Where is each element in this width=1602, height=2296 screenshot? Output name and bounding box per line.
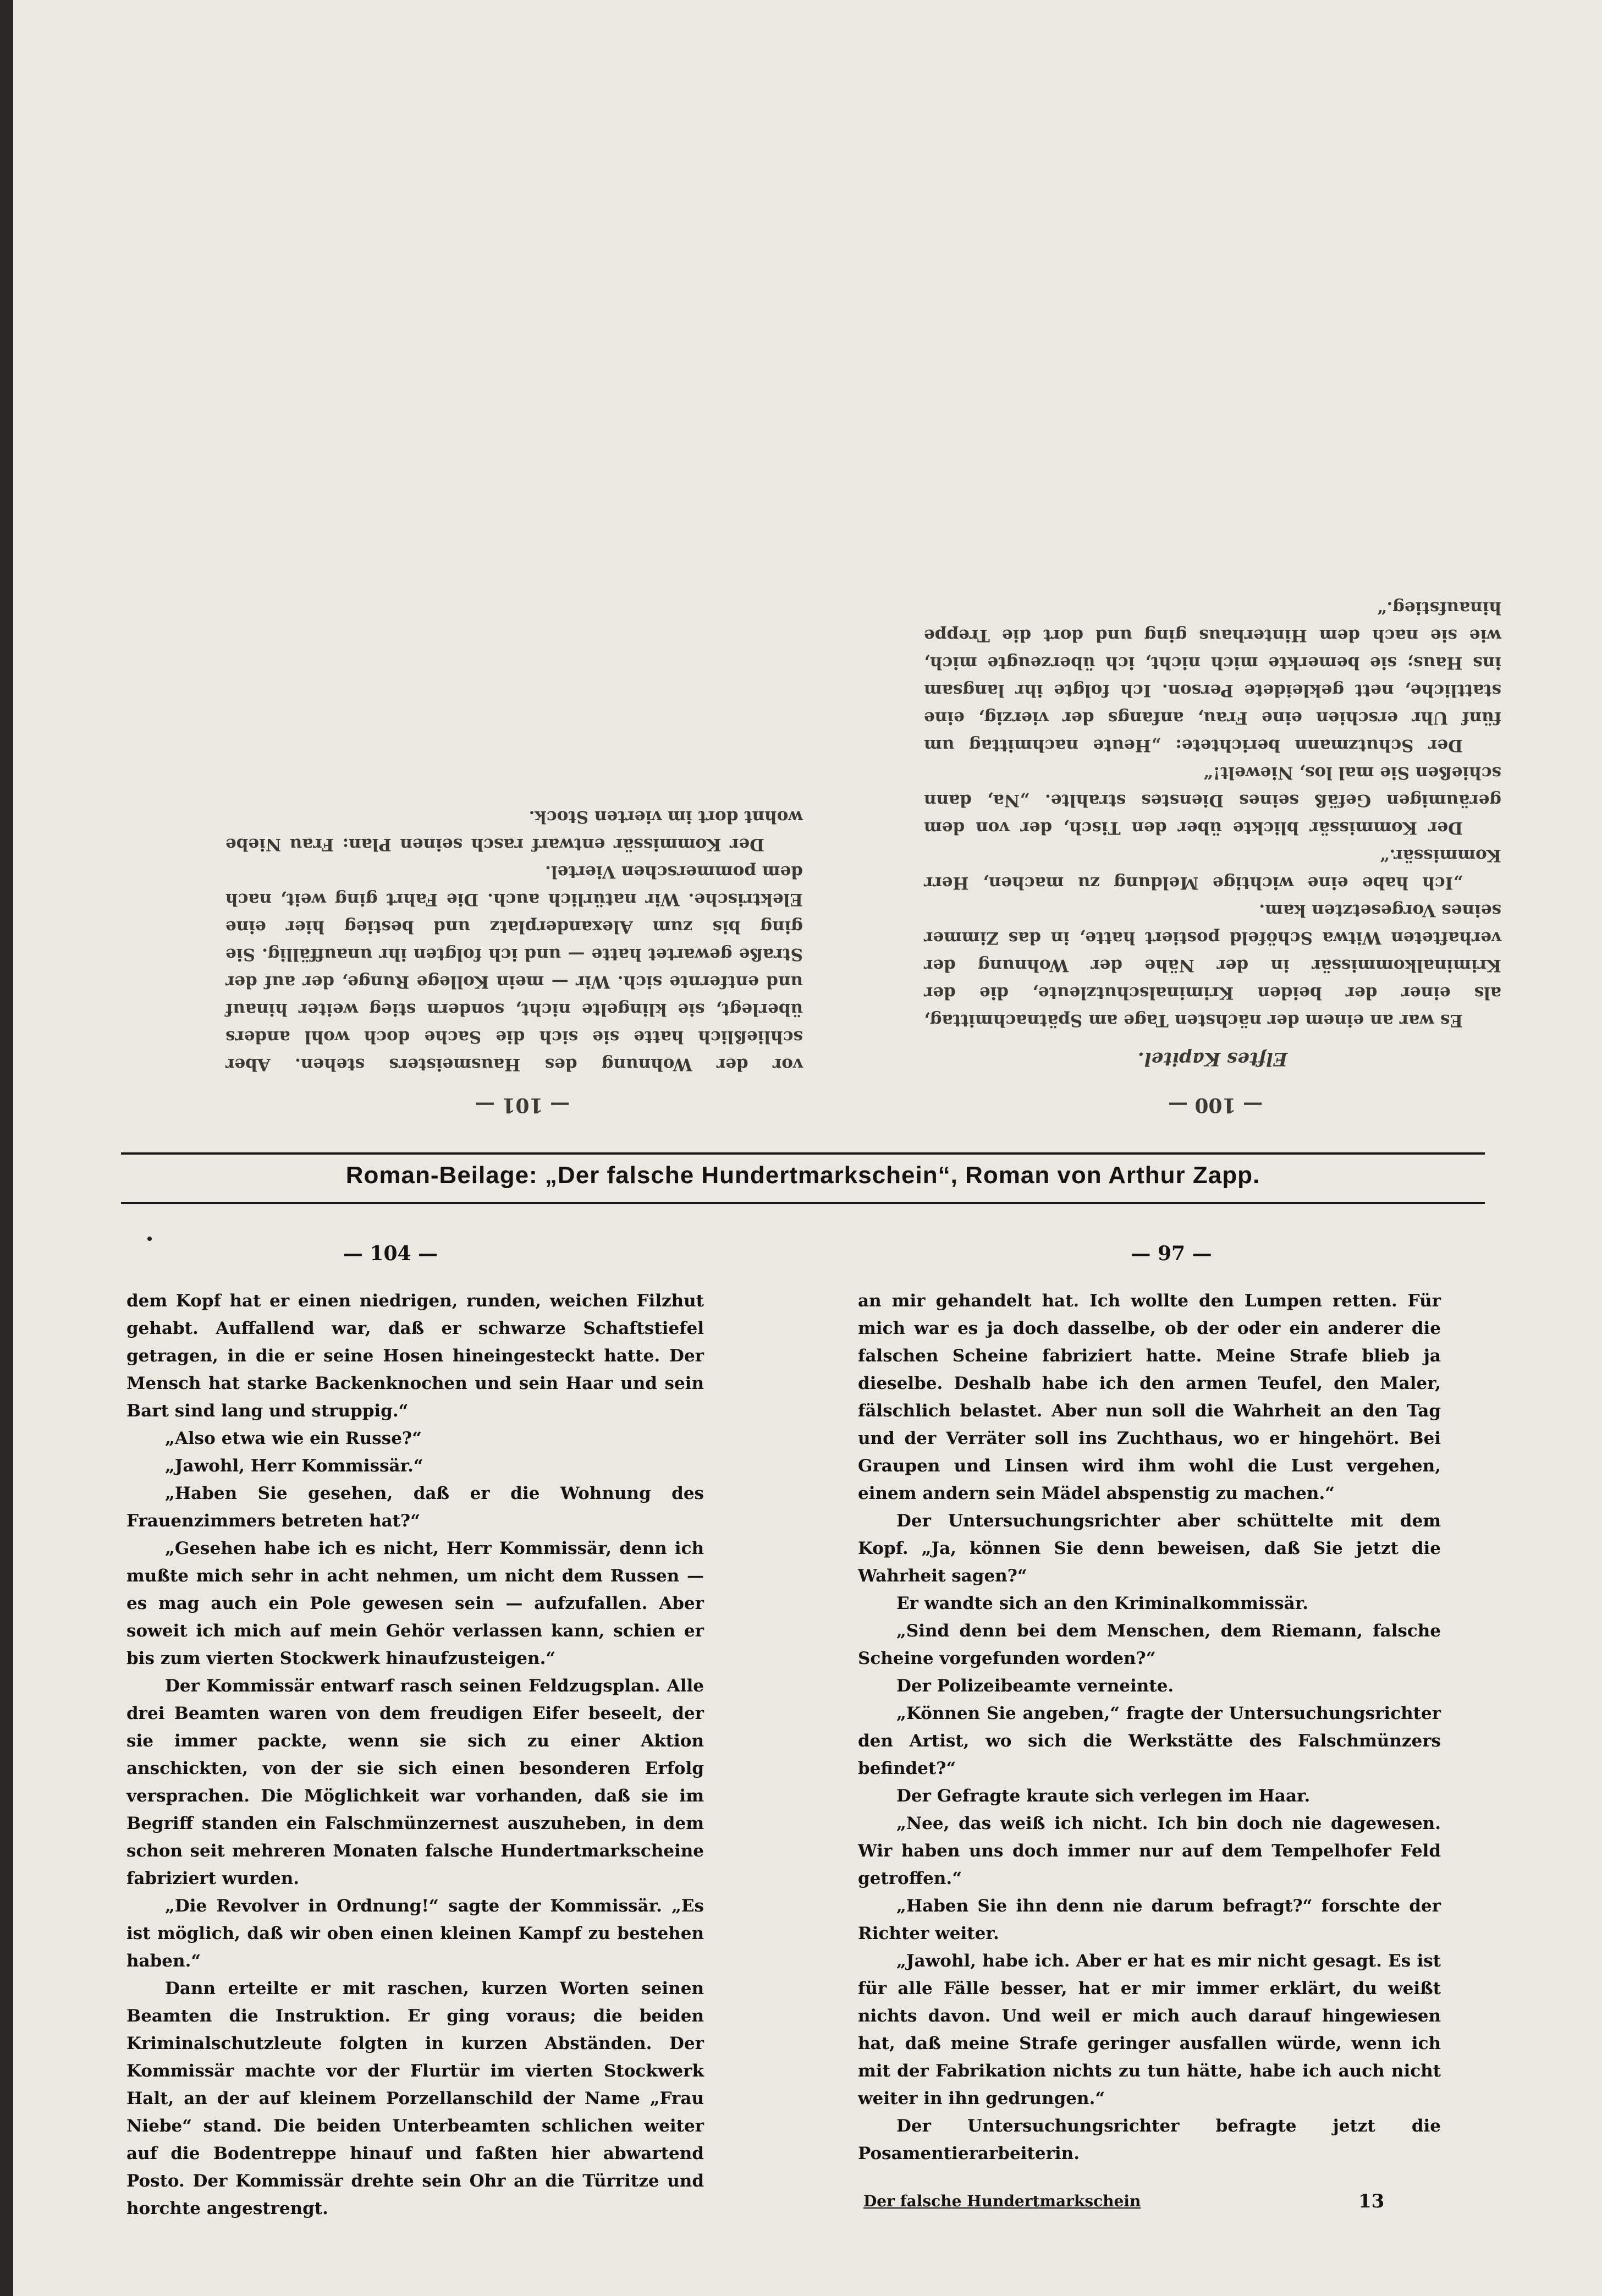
paragraph: Der Untersuchungsrichter befragte jetzt die Posamentierarbeiterin.: [858, 2116, 1441, 2163]
footer-page-number: 13: [1358, 2190, 1385, 2212]
paragraph: Er wandte sich an den Kriminalkommissär.: [896, 1594, 1308, 1613]
paragraph: „Haben Sie gesehen, daß er die Wohnung des Frauenzimmers betreten hat?“: [126, 1484, 704, 1531]
lower-right-page-number: — 97 —: [1131, 1242, 1212, 1265]
paragraph: „Können Sie angeben,“ fragte der Untersuchungsrichter den Artist, wo sich die Werkstätte des Falschmünzers befindet?“: [858, 1704, 1441, 1778]
paragraph: „Nee, das weiß ich nicht. Ich bin doch nie dagewesen. Wir haben uns doch immer nur auf dem Tempelhofer Feld getroffen.“: [858, 1814, 1441, 1888]
footer-title: Der falsche Hundertmarkschein: [863, 2192, 1141, 2210]
print-speck: [147, 1237, 152, 1241]
banner-bottom-rule: [121, 1202, 1485, 1204]
paragraph: „Haben Sie ihn denn nie darum befragt?“ forschte der Richter weiter.: [858, 1896, 1441, 1943]
paragraph: Dann erteilte er mit raschen, kurzen Worten seinen Beamten die Instruktion. Er ging voraus; die beiden Kriminalschutzleute folgten in kurzen Abständen. Der Kommissär machte vor der Flurtür im vierten Stockwerk Halt, an der auf kleinem Porzellanschild der Name „Frau Niebe“ stand. Die beiden Unterbeamten schlichen weiter auf die Bodentreppe hinauf und faßten hier abwartend Posto. Der Kommissär drehte sein Ohr an die Türritze und horchte angestrengt.: [126, 1979, 704, 2218]
paragraph: vor der Wohnung des Hausmeisters stehen. Aber schließlich hatte sie sich die Sache doch wohl anders überlegt, sie klingelte nicht, sondern stieg weiter hinauf und entfernte sich. Wir — mein Kollege Runge, der auf der Straße gewartet hatte — und ich folgten ihr unauffällig. Sie ging bis zum Alexanderplatz und bestieg hier eine Elektrische. Wir natürlich auch. Die Fahrt ging weit, nach dem pommerschen Viertel.: [225, 862, 803, 1074]
upside-down-pages: [82, 127, 1501, 1117]
paragraph: Der Gefragte kraute sich verlegen im Haar.: [896, 1786, 1311, 1806]
paragraph: Es war an einem der nächsten Tage am Spätnachmittag, als einer der beiden Kriminalschutzleute, die der Kriminalkommissär in der Nähe der Wohnung der verhafteten Witwa Schöfeld postiert hatte, in das Zimmer seines Vorgesetzten kam.: [924, 900, 1501, 1030]
paragraph: „Jawohl, habe ich. Aber er hat es mir nicht gesagt. Es ist für alle Fälle besser, hat er mir immer erklärt, du weißt nichts davon. Und weil er mich auch darauf hingewiesen hat, daß meine Strafe geringer ausfallen würde, wenn ich mit der Fabrikation nichts zu tun hätte, habe ich auch nicht weiter in ihn gedrungen.“: [858, 1951, 1441, 2108]
upper-left-column: [924, 594, 1501, 1078]
banner-top-rule: [121, 1152, 1485, 1155]
serial-banner: Roman-Beilage: „Der falsche Hundertmarkschein“, Roman von Arthur Zapp.: [345, 1162, 1260, 1189]
paragraph: „Gesehen habe ich es nicht, Herr Kommissär, denn ich mußte mich sehr in acht nehmen, um nicht dem Russen — es mag auch ein Pole gewesen sein — aufzufallen. Aber soweit ich mich auf mein Gehör verlassen kann, schien er bis zum vierten Stockwerk hinaufzusteigen.“: [126, 1539, 704, 1668]
paragraph: „Ich habe eine wichtige Meldung zu machen, Herr Kommissär.“: [924, 845, 1501, 893]
paragraph: Der Kommissär entwarf rasch seinen Feldzugsplan. Alle drei Beamten waren von dem freudigen Eifer beseelt, der sie immer packte, wenn sie sich zu einer Aktion anschickten, von der sie sich einen besonderen Erfolg versprachen. Die Möglichkeit war vorhanden, daß sie im Begriff standen ein Falschmünzernest auszuheben, in dem schon seit mehreren Monaten falsche Hundertmarkscheine fabriziert wurden.: [126, 1676, 704, 1888]
upper-right-page-number: — 101 —: [475, 1094, 570, 1117]
paragraph: Der Kommissär entwarf rasch seinen Plan: Frau Niebe wohnt dort im vierten Stock.: [225, 807, 803, 854]
upper-left-page-number: — 100 —: [1168, 1094, 1263, 1117]
paragraph: Der Schutzmann berichtete: „Heute nachmittag um fünf Uhr erschien eine Frau, anfangs der vierzig, eine stattliche, nett gekleidete Person. Ich folgte ihr langsam ins Haus; sie bemerkte mich nicht, ich überzeugte mich, wie sie nach dem Hinterhaus ging und dort die Treppe hinaufstieg.“: [924, 598, 1501, 755]
paragraph: an mir gehandelt hat. Ich wollte den Lumpen retten. Für mich war es ja doch dasselbe, ob der oder ein anderer die falschen Scheine fabriziert hatte. Meine Strafe blieb ja dieselbe. Deshalb habe ich den armen Teufel, den Maler, fälschlich belastet. Aber nun soll die Wahrheit an den Tag und der Verräter soll ins Zuchthaus, wo er hingehört. Bei Graupen und Linsen wird ihm wohl die Lust vergehen, einem andern sein Mädel abspenstig zu machen.“: [858, 1291, 1441, 1503]
chapter-heading: Elftes Kapitel.: [1137, 1048, 1288, 1070]
lower-left-page-number: — 104 —: [343, 1242, 438, 1265]
paragraph: „Sind denn bei dem Menschen, dem Riemann, falsche Scheine vorgefunden worden?“: [858, 1621, 1441, 1668]
upper-right-column: [225, 803, 803, 1078]
paragraph: „Jawohl, Herr Kommissär.“: [165, 1456, 423, 1476]
paragraph: Der Polizeibeamte verneinte.: [896, 1676, 1174, 1696]
paragraph: dem Kopf hat er einen niedrigen, runden, weichen Filzhut gehabt. Auffallend war, daß er schwarze Schaftstiefel getragen, in die er seine Hosen hineingesteckt hatte. Der Mensch hat starke Backenknochen und sein Haar und sein Bart sind lang und struppig.“: [126, 1291, 704, 1421]
paragraph: Der Kommissär blickte über den Tisch, der von dem geräumigen Gefäß seines Dienstes strahlte. „Na, dann schießen Sie mal los, Niewelt!“: [924, 763, 1501, 838]
lower-right-column: [858, 1287, 1441, 2167]
scan-left-edge: [0, 0, 13, 2296]
paragraph: Der Untersuchungsrichter aber schüttelte mit dem Kopf. „Ja, können Sie denn beweisen, daß Sie jetzt die Wahrheit sagen?“: [858, 1511, 1441, 1586]
paragraph: „Die Revolver in Ordnung!“ sagte der Kommissär. „Es ist möglich, daß wir oben einen kleinen Kampf zu bestehen haben.“: [126, 1896, 704, 1971]
lower-left-column: [126, 1287, 704, 2222]
paragraph: „Also etwa wie ein Russe?“: [165, 1429, 422, 1448]
